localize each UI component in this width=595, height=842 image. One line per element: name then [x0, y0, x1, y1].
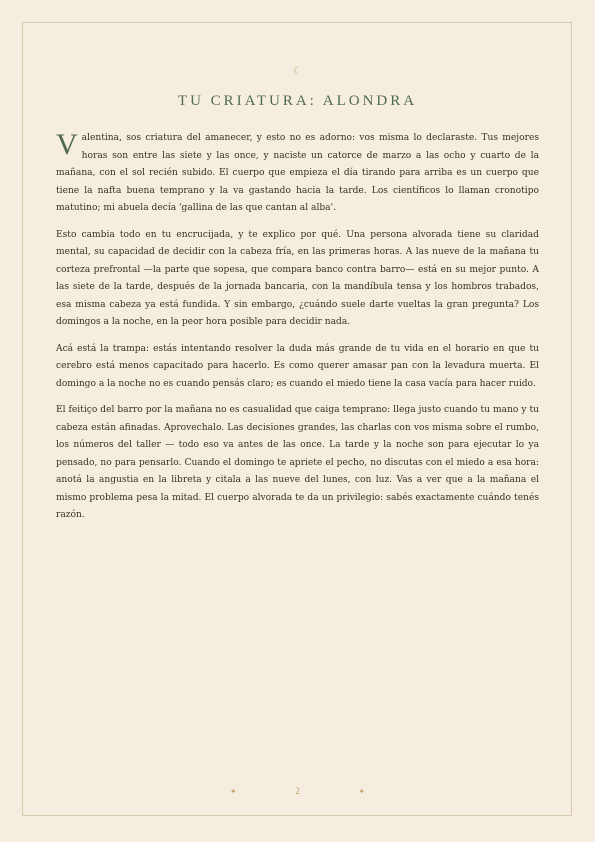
paragraph-3: Acá está la trampa: estás intentando resolver la duda más grande de tu vida en el horario en que tu cerebro está menos capacitado para hacerlo. Es como querer amasar pan con la levadura muerta. El domingo a la noche no es cuando pensás claro; es cuando el miedo tiene la casa vacía para hacer ruido.	[56, 343, 539, 389]
paragraph-2: Esto cambia todo en tu encrucijada, y te explico por qué. Una persona alvorada tiene su claridad mental, su capacidad de decidir con la cabeza fría, en las primeras horas. A las nueve de la mañana tu corteza prefrontal —la parte que sopesa, que compara banco contra barro— está en su mejor punto. A las siete de la tarde, después de la jornada bancaria, con la mandíbula tensa y los hombros trabados, esa misma cabeza ya está fundida. Y sin embargo, ¿cuándo suele darte vueltas la gran pregunta? Los domingos a la noche, en la peor hora posible para decidir nada.	[56, 229, 539, 327]
star-ornament-icon: ✦	[358, 787, 365, 796]
paragraph-4: El feitiço del barro por la mañana no es casualidad que caiga temprano: llega justo cuando tu mano y tu cabeza están afinadas. Aprovechalo. Las decisiones grandes, las charlas con vos misma sobre el rumbo, los números del taller — todo eso va antes de las once. La tarde y la noche son para ejecutar lo ya pensado, no para pensarlo. Cuando el domingo te apriete el pecho, no discutas con el miedo a esa hora: anotá la angustia en la libreta y citala a las nueve del lunes, con luz. Vas a ver que a la mañana el mismo problema pesa la mitad. El cuerpo alvorada te da un privilegio: sabés exactamente cuándo tenés razón.	[56, 405, 539, 520]
paragraph-1	[56, 130, 539, 218]
star-ornament-icon: ✦	[230, 787, 237, 796]
page-number: 2	[295, 786, 300, 796]
page-title: TU CRIATURA: ALONDRA	[177, 93, 418, 109]
page-footer	[0, 786, 595, 796]
crescent-moon-icon: ☾	[293, 66, 302, 77]
paragraph-1-text: alentina, sos criatura del amanecer, y esto no es adorno: vos misma lo declaraste. Tus mejores horas son entre las siete y las once, y naciste un catorce de marzo a las ocho y cuarto de la mañana, con el sol recién subido. El cuerpo que empieza el día tirando para arriba es un cuerpo que tiene la nafta buena temprano y la va gastando hacia la tarde. Los científicos lo llaman cronotipo matutino; mi abuela decía 'gallina de las que cantan al alba'.	[56, 133, 539, 213]
body-text	[56, 130, 539, 534]
drop-cap: V	[56, 128, 78, 161]
